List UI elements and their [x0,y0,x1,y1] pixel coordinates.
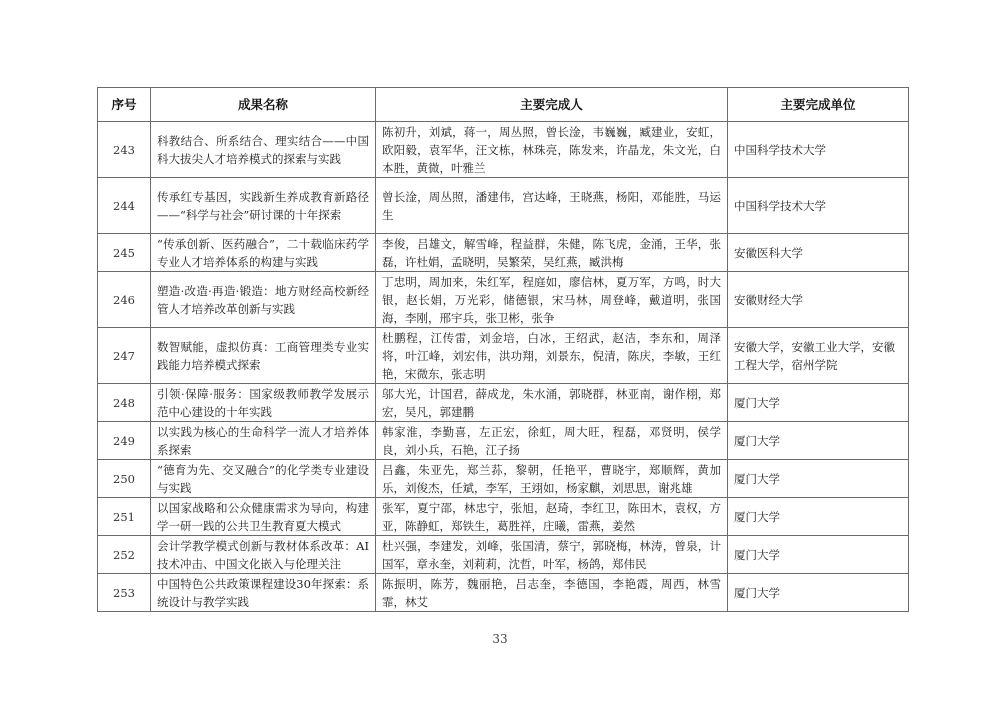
table-row [98,574,909,612]
table-row [98,498,909,536]
row-seq: 252 [98,536,151,574]
row-unit: 厦门大学 [728,574,909,612]
table-row [98,122,909,178]
table-row [98,178,909,234]
row-contributors: 杜兴强，李建发，刘峰，张国清，蔡宁，郭晓梅，林涛，曾泉，计国军，章永奎，刘莉莉，沈哲，叶军，杨鸽，郑伟民 [376,536,728,574]
row-unit: 厦门大学 [728,460,909,498]
row-contributors: 杜鹏程，江传雷，刘金培，白冰，王绍武，赵洁，李东和，周泽将，叶江峰，刘宏伟，洪功翔，刘景东，倪清，陈庆，李敏，王红艳，宋微东，张志明 [376,328,728,384]
row-contributors: 吕鑫，朱亚先，郑兰荪，黎朝，任艳平，曹晓宇，郑顺辉，黄加乐，刘俊杰，任斌，李军，王翊如，杨家麒，刘思思，谢兆雄 [376,460,728,498]
table-row [98,328,909,384]
row-unit: 中国科学技术大学 [728,178,909,234]
row-achievement-name: 数智赋能，虚拟仿真：工商管理类专业实践能力培养模式探索 [151,328,376,384]
row-seq: 246 [98,272,151,328]
table-row [98,234,909,272]
row-achievement-name: 中国特色公共政策课程建设30年探索：系统设计与教学实践 [151,574,376,612]
table-row [98,422,909,460]
results-table [97,87,909,612]
table-row [98,384,909,422]
table-header [98,88,909,122]
row-seq: 251 [98,498,151,536]
row-unit: 安徽医科大学 [728,234,909,272]
header-main-contributors: 主要完成人 [376,88,728,122]
row-achievement-name: 传承红专基因，实践新生养成教育新路径——“科学与社会”研讨课的十年探索 [151,178,376,234]
header-achievement-name: 成果名称 [151,88,376,122]
header-main-units: 主要完成单位 [728,88,909,122]
row-unit: 厦门大学 [728,536,909,574]
row-seq: 249 [98,422,151,460]
row-contributors: 曾长淦，周丛照，潘建伟，宫达峰，王晓燕，杨阳，邓能胜，马运生 [376,178,728,234]
row-unit: 安徽大学，安徽工业大学，安徽工程大学，宿州学院 [728,328,909,384]
row-contributors: 李俊，吕雄文，解雪峰，程益群，朱健，陈飞虎，金涌，王华，张磊，许杜娟，孟晓明，吴繁荣，吴红燕，臧洪梅 [376,234,728,272]
row-seq: 253 [98,574,151,612]
row-seq: 248 [98,384,151,422]
table-row [98,536,909,574]
header-seq: 序号 [98,88,151,122]
row-seq: 245 [98,234,151,272]
row-unit: 厦门大学 [728,384,909,422]
row-unit: 厦门大学 [728,498,909,536]
row-unit: 厦门大学 [728,422,909,460]
row-seq: 250 [98,460,151,498]
row-seq: 243 [98,122,151,178]
row-contributors: 韩家淮，李勤喜，左正宏，徐虹，周大旺，程磊，邓贤明，侯学良，刘小兵，石艳，江子扬 [376,422,728,460]
row-seq: 244 [98,178,151,234]
row-contributors: 陈振明，陈芳，魏丽艳，吕志奎，李德国，李艳霞，周西，林雪霏，林艾 [376,574,728,612]
table-row [98,460,909,498]
row-contributors: 张军，夏宁邵，林忠宁，张旭，赵琦，李红卫，陈田木，袁权，方亚，陈静虹，郑铁生，葛胜祥，庄曦，雷燕，姜然 [376,498,728,536]
header-row [98,88,909,122]
row-achievement-name: 以国家战略和公众健康需求为导向，构建学一研一践的公共卫生教育夏大模式 [151,498,376,536]
row-achievement-name: 会计学教学模式创新与教材体系改革：AI技术冲击、中国文化嵌入与伦理关注 [151,536,376,574]
row-achievement-name: 以实践为核心的生命科学一流人才培养体系探索 [151,422,376,460]
row-unit: 安徽财经大学 [728,272,909,328]
page-number: 33 [492,632,508,646]
row-achievement-name: “传承创新、医药融合”，二十载临床药学专业人才培养体系的构建与实践 [151,234,376,272]
table-row [98,272,909,328]
row-achievement-name: “德育为先、交叉融合”的化学类专业建设与实践 [151,460,376,498]
row-contributors: 陈初升，刘斌，蒋一，周丛照，曾长淦，韦巍巍，臧建业，安虹，欧阳毅，袁军华，汪文栋，林珠亮，陈发来，许晶龙，朱文光，白本胜，黄微，叶雅兰 [376,122,728,178]
row-achievement-name: 塑造·改造·再造·锻造：地方财经高校新经管人才培养改革创新与实践 [151,272,376,328]
row-achievement-name: 引领·保障·服务：国家级教师教学发展示范中心建设的十年实践 [151,384,376,422]
row-seq: 247 [98,328,151,384]
row-contributors: 丁忠明，周加来，朱红军，程庭如，廖信林，夏万军，方鸣，时大银，赵长娟，万光彩，储德银，宋马林，周登峰，戴道明，张国海，李刚，邢宇兵，张卫彬，张争 [376,272,728,328]
row-achievement-name: 科教结合、所系结合、理实结合——中国科大拔尖人才培养模式的探索与实践 [151,122,376,178]
row-unit: 中国科学技术大学 [728,122,909,178]
row-contributors: 邬大光，计国君，薛成龙，朱水涌，郭晓群，林亚南，谢作栩，郑宏，吴凡，郭建鹏 [376,384,728,422]
